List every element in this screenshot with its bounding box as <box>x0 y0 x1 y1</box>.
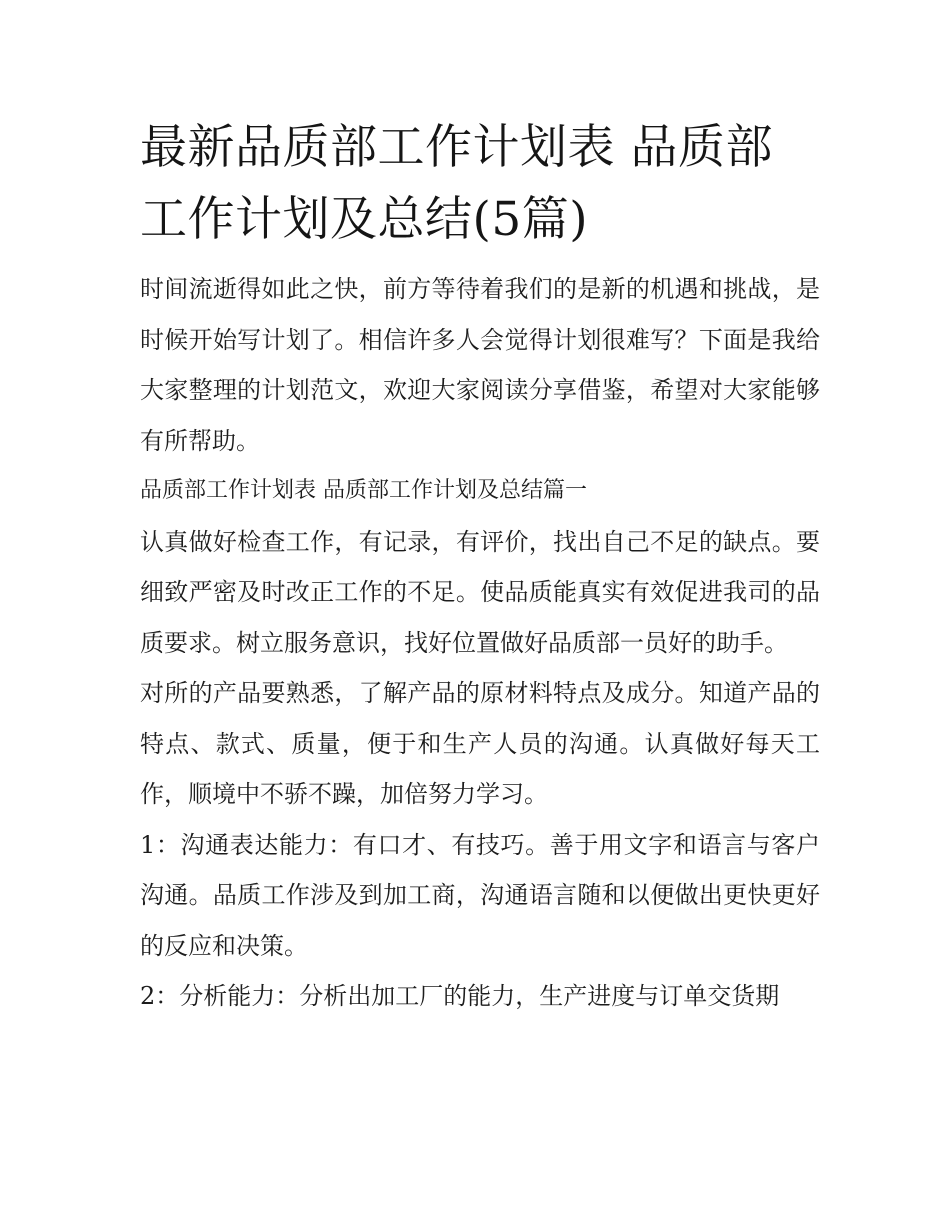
document-body <box>140 264 820 1022</box>
paragraph-communication: 1：沟通表达能力：有口才、有技巧。善于用文字和语言与客户沟通。品质工作涉及到加工商，沟通语言随和以便做出更快更好的反应和决策。 <box>140 830 820 960</box>
document-content <box>140 112 820 1022</box>
section-heading: 品质部工作计划表 品质部工作计划及总结篇一 <box>140 478 587 503</box>
document-title: 最新品质部工作计划表 品质部工作计划及总结(5篇) <box>140 120 773 247</box>
paragraph-product-knowledge: 对所的产品要熟悉，了解产品的原材料特点及成分。知道产品的特点、款式、质量，便于和生产人员的沟通。认真做好每天工作，顺境中不骄不躁，加倍努力学习。 <box>140 679 820 808</box>
paragraph-inspection: 认真做好检查工作，有记录，有评价，找出自己不足的缺点。要细致严密及时改正工作的不足。使品质能真实有效促进我司的品质要求。树立服务意识，找好位置做好品质部一员好的助手。 <box>140 527 820 657</box>
paragraph-analysis: 2：分析能力：分析出加工厂的能力，生产进度与订单交货期 <box>140 982 780 1010</box>
paragraph-intro: 时间流逝得如此之快，前方等待着我们的是新的机遇和挑战，是时候开始写计划了。相信许多人会觉得计划很难写？下面是我给大家整理的计划范文，欢迎大家阅读分享借鉴，希望对大家能够有所帮助。 <box>140 275 820 455</box>
